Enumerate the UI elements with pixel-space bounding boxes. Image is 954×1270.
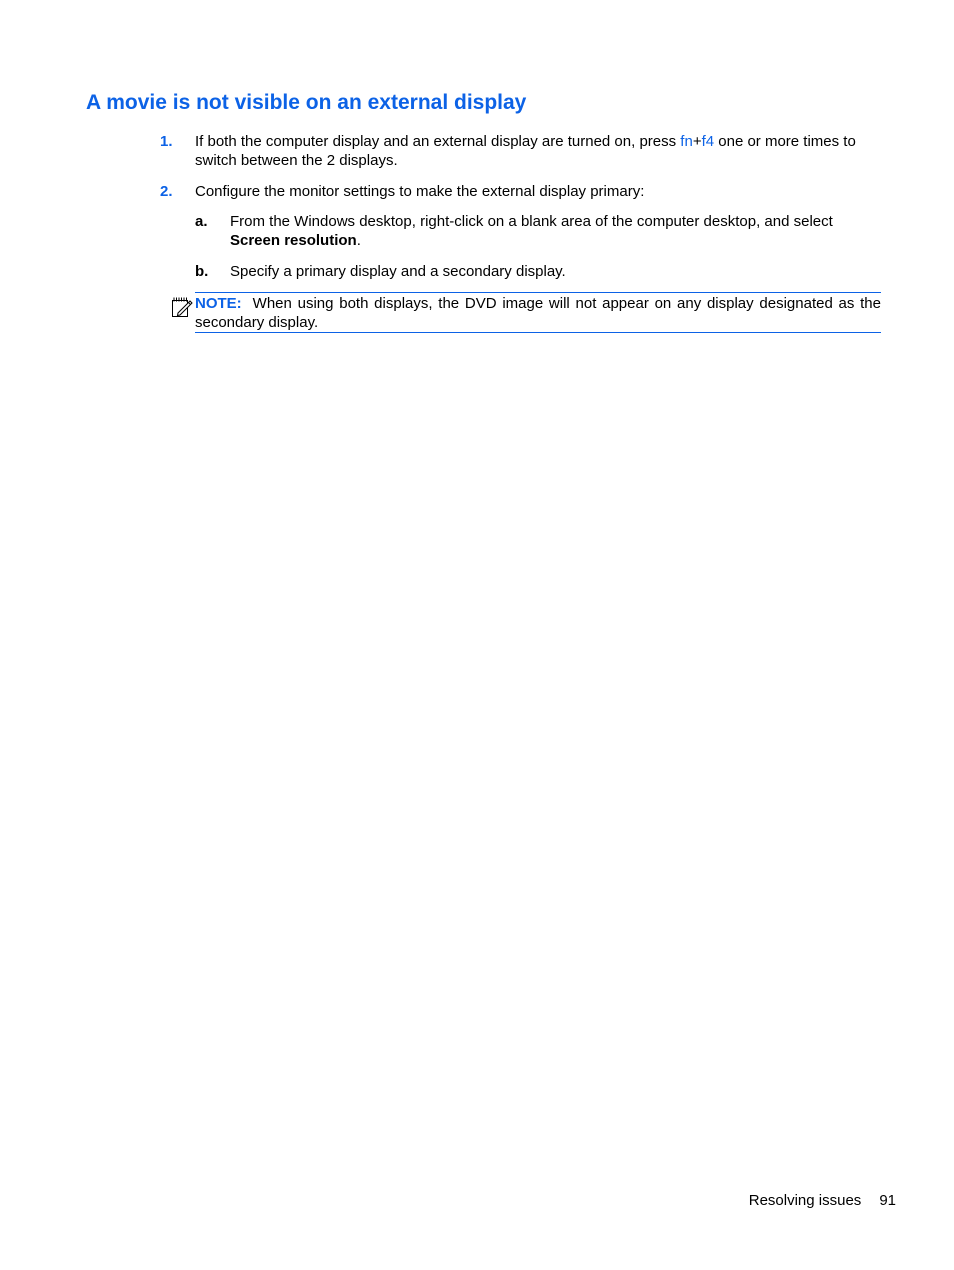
note-box [195, 292, 881, 333]
step-1-text-before: If both the computer display and an external display are turned on, press [195, 133, 681, 150]
screen-resolution-label: Screen resolution [230, 232, 357, 249]
step-2-text: Configure the monitor settings to make the external display primary: [195, 183, 645, 200]
step-number: 1. [160, 133, 173, 150]
substep-a-text-after: . [356, 232, 361, 249]
substep-a-text-before: From the Windows desktop, right-click on a blank area of the computer desktop, and select [230, 213, 833, 230]
key-plus: + [692, 133, 702, 150]
substep-b-text: Specify a primary display and a secondary display. [230, 263, 566, 280]
step-number: 2. [160, 183, 173, 200]
page-number: 91 [879, 1192, 896, 1209]
note-label: NOTE: [195, 295, 242, 312]
key-fn: fn [680, 133, 693, 150]
note-body: When using both displays, the DVD image will not appear on any display designated as the secondary display. [195, 295, 881, 331]
page-footer [749, 1192, 896, 1209]
step-1-text [195, 132, 885, 170]
note-text [195, 294, 881, 332]
note-pad-icon [170, 295, 194, 319]
substep-letter: b. [195, 263, 209, 280]
key-f4: f4 [701, 133, 715, 150]
footer-section: Resolving issues [748, 1192, 862, 1209]
substep-a-text [230, 212, 885, 250]
page-title: A movie is not visible on an external display [86, 91, 527, 114]
substep-letter: a. [195, 213, 208, 230]
step-1-text-after: one or more times to switch between the 2 displays. [195, 133, 856, 169]
